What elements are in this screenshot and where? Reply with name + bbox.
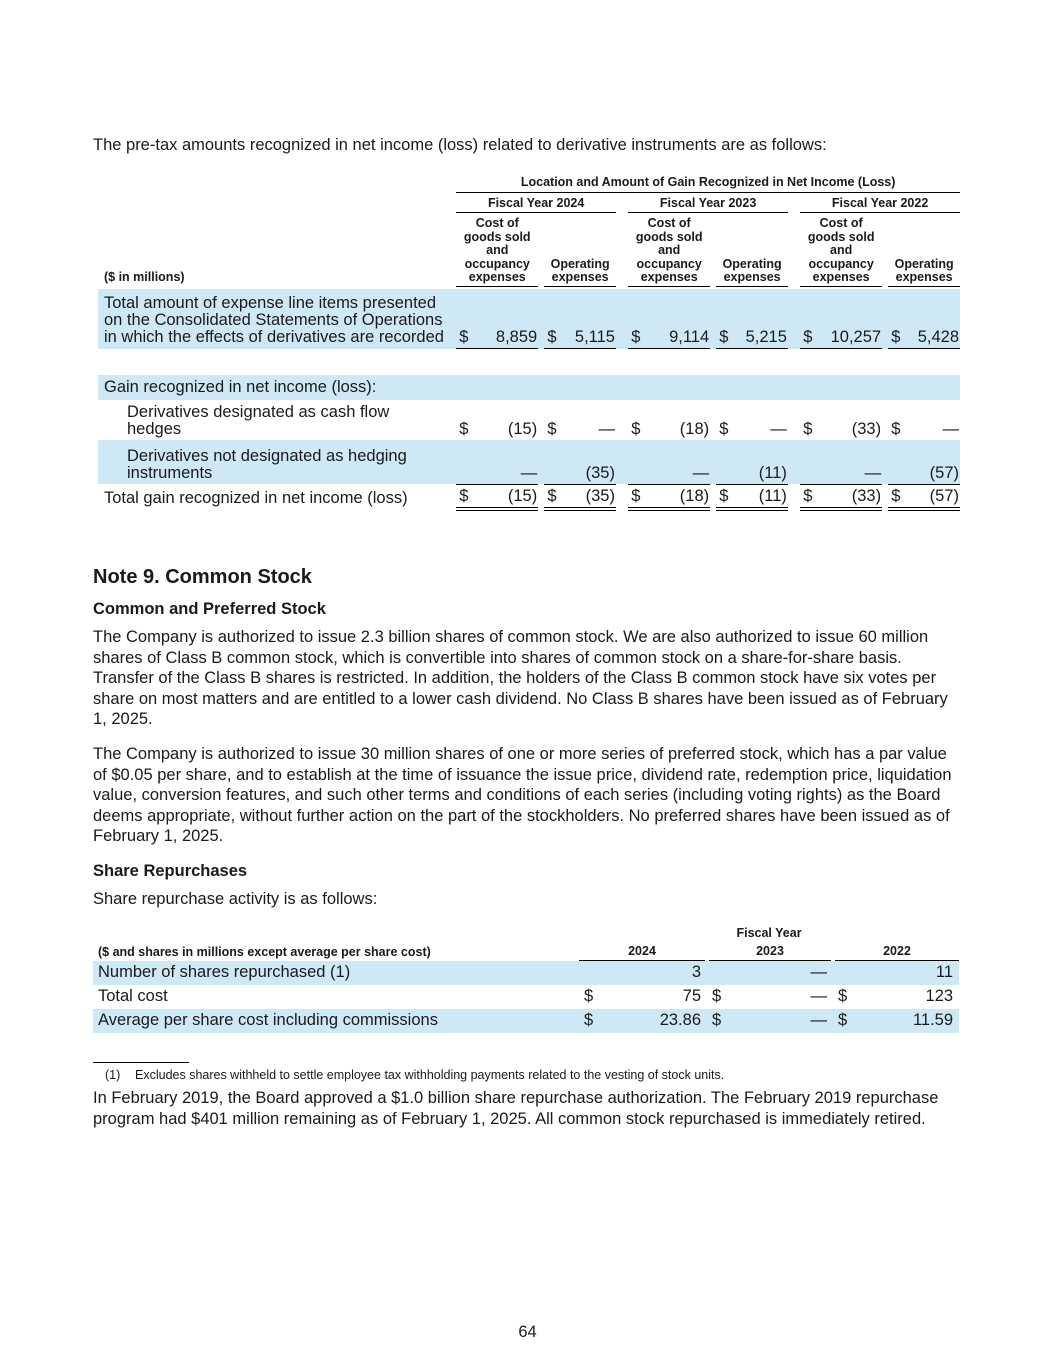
preferred-stock-paragraph: The Company is authorized to issue 30 million shares of one or more series of preferred stock, which has a par value of $0.05 per share, and to establish at the time of issuance the issue price, dividend rate, redemption price, liquidation value, conversion features, and such other terms and conditions of each series (including voting rights) as the Board deems appropriate, without further action on the part of the stockholders. No preferred shares have been issued as of February 1, 2025.: [93, 745, 952, 846]
footnote-divider: [93, 1062, 189, 1063]
footnote-text: Excludes shares withheld to settle employee tax withholding payments related to the vesting of stock units.: [135, 1068, 725, 1082]
not-designated-label: Derivatives not designated as hedging instruments: [98, 440, 450, 484]
share-unit-label: ($ and shares in millions except average per share cost): [98, 944, 431, 959]
table-row: Total gain recognized in net income (loss) $ (15) $ (35) $ (18) $ (11) $ (33) $ (57): [98, 484, 960, 509]
table-row: Total cost $ 75 $ — $ 123: [98, 987, 954, 1005]
year-2022-header: 2022: [833, 942, 959, 961]
table-row: [98, 375, 960, 400]
table-row: Number of shares repurchased (1) 3 — 11: [93, 961, 959, 986]
col-cost-2022: Cost of goods sold and occupancy expenses: [800, 213, 882, 287]
total-expense-label: Total amount of expense line items presented on the Consolidated Statements of Operations in which the effects of derivatives are recorded: [98, 289, 450, 349]
common-preferred-heading: Common and Preferred Stock: [93, 600, 326, 618]
intro-text: The pre-tax amounts recognized in net income (loss) related to derivative instruments are as follows:: [93, 136, 827, 154]
footnote: [105, 1068, 724, 1082]
fiscal-year-header: Fiscal Year: [736, 926, 802, 940]
year-2023-header: 2023: [707, 942, 833, 961]
table-row: Average per share cost including commissions $ 23.86 $ — $ 11.59: [93, 1009, 959, 1033]
col-cost-2023: Cost of goods sold and occupancy expenses: [628, 213, 710, 287]
fiscal-year-2023-header: Fiscal Year 2023: [628, 192, 788, 213]
page-number: 64: [518, 1323, 537, 1341]
note9-title: Note 9. Common Stock: [93, 566, 312, 588]
col-opex-2023: Operating expenses: [716, 213, 788, 287]
table-row: Derivatives designated as cash flow hedges $ (15) $ — $ (18) $ — $ (33) $ —: [98, 400, 960, 440]
gain-header-label: Gain recognized in net income (loss):: [98, 375, 450, 400]
repurchase-intro: Share repurchase activity is as follows:: [93, 890, 378, 908]
cash-flow-hedges-label: Derivatives designated as cash flow hedges: [127, 403, 390, 438]
table-row: Derivatives not designated as hedging instruments — (35) — (11) — (57): [98, 440, 960, 484]
footnote-marker: (1): [105, 1068, 121, 1082]
fiscal-year-2024-header: Fiscal Year 2024: [456, 192, 616, 213]
unit-label: ($ in millions): [104, 270, 185, 284]
year-2024-header: 2024: [579, 942, 707, 961]
table-row: Total amount of expense line items presented on the Consolidated Statements of Operations in which the effects of derivatives are recorded $ 8,859 $ 5,115 $ 9,114 $ 5,215 $ 10,257 $ 5,428: [98, 289, 960, 349]
col-opex-2024: Operating expenses: [544, 213, 616, 287]
location-header: Location and Amount of Gain Recognized in Net Income (Loss): [456, 176, 960, 192]
total-gain-label: Total gain recognized in net income (loss): [104, 489, 408, 507]
closing-paragraph: In February 2019, the Board approved a $1.0 billion share repurchase authorization. The February 2019 repurchase program had $401 million remaining as of February 1, 2025. All common stock repurchased is immediately retired.: [93, 1089, 939, 1128]
share-repurchases-heading: Share Repurchases: [93, 862, 248, 880]
col-opex-2022: Operating expenses: [888, 213, 960, 287]
derivative-gain-table: [98, 176, 960, 511]
col-cost-2024: Cost of goods sold and occupancy expenses: [456, 213, 538, 287]
fiscal-year-2022-header: Fiscal Year 2022: [800, 192, 960, 213]
common-stock-paragraph: The Company is authorized to issue 2.3 billion shares of common stock. We are also authorized to issue 60 million shares of Class B common stock, which is convertible into shares of common stock on a share-for-share basis. Transfer of the Class B shares is restricted. In addition, the holders of the Class B common stock have six votes per share on most matters and are entitled to a lower cash dividend. No Class B shares have been issued as of February 1, 2025.: [93, 628, 948, 729]
share-repurchase-table: [93, 926, 959, 1033]
